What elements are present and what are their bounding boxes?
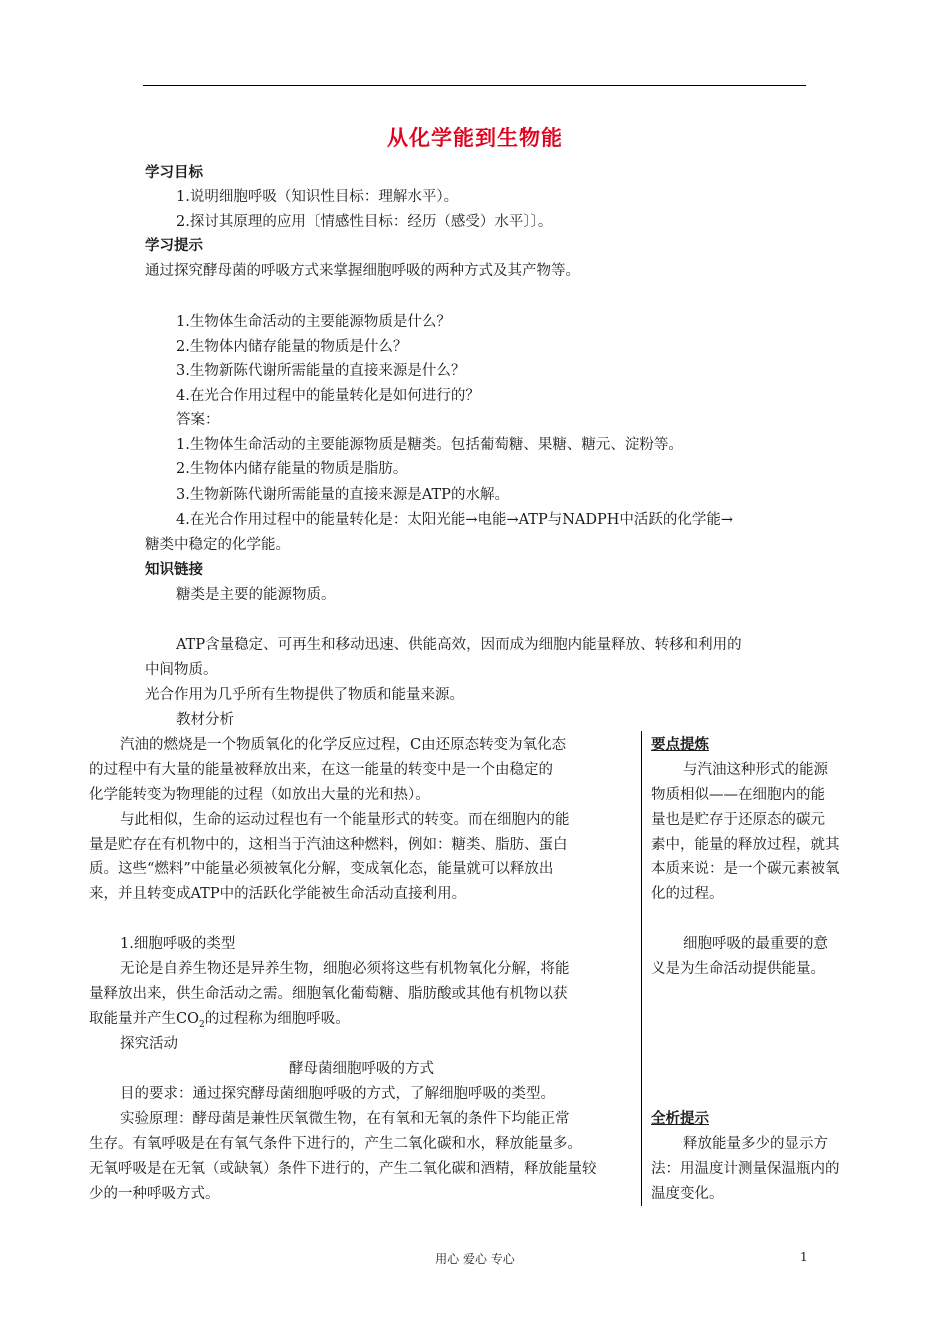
links-paragraph: 光合作用为几乎所有生物提供了物质和能量来源。: [145, 687, 464, 703]
analysis-line: 量是贮存在有机物中的，这相当于汽油这种燃料，例如：糖类、脂肪、蛋白: [89, 837, 568, 853]
answers-label: 答案：: [176, 412, 220, 428]
header-rule: [143, 85, 806, 86]
answer-item: 糖类中稳定的化学能。: [145, 537, 290, 553]
question-item: 4.在光合作用过程中的能量转化是如何进行的？: [176, 388, 480, 404]
links-paragraph: 中间物质。: [145, 662, 218, 678]
analysis-line-part: 取能量并产生CO: [89, 1011, 199, 1027]
subscript-2: 2: [198, 1019, 205, 1030]
side-note-line: 量也是贮存于还原态的碳元: [651, 812, 825, 828]
side-note-line: 义是为生命活动提供能量。: [651, 961, 825, 977]
side-heading-key-points: 要点提炼: [651, 737, 709, 753]
objective-item: 2.探讨其原理的应用〔情感性目标：经历（感受）水平〕〕。: [176, 214, 553, 230]
links-paragraph: ATP含量稳定、可再生和移动迅速、供能高效，因而成为细胞内能量释放、转移和利用的: [176, 637, 742, 653]
answer-item: 2.生物体内储存能量的物质是脂肪。: [176, 461, 408, 477]
analysis-line: 来，并且转变成ATP中的活跃化学能被生命活动直接利用。: [89, 886, 467, 902]
analysis-line-part: 的过程称为细胞呼吸。: [204, 1011, 350, 1027]
side-note-line: 细胞呼吸的最重要的意: [683, 936, 828, 952]
column-divider: [641, 731, 642, 1206]
side-note-line: 法：用温度计测量保温瓶内的: [651, 1161, 840, 1177]
answer-item: 4.在光合作用过程中的能量转化是：太阳光能→电能→ATP与NADPH中活跃的化学能→: [176, 512, 734, 528]
analysis-line: 目的要求：通过探究酵母菌细胞呼吸的方式，了解细胞呼吸的类型。: [120, 1086, 555, 1102]
footer-motto: 用心 爱心 专心: [435, 1252, 515, 1266]
analysis-line: 与此相似，生命的运动过程也有一个能量形式的转变。而在细胞内的能: [120, 812, 570, 828]
links-heading: 知识链接: [145, 562, 203, 578]
objective-item: 1.说明细胞呼吸（知识性目标：理解水平）。: [176, 189, 459, 205]
analysis-line: 汽油的燃烧是一个物质氧化的化学反应过程，C由还原态转变为氧化态: [120, 737, 567, 753]
side-note-line: 温度变化。: [651, 1186, 724, 1202]
activity-label: 探究活动: [120, 1036, 178, 1052]
tips-text: 通过探究酵母菌的呼吸方式来掌握细胞呼吸的两种方式及其产物等。: [145, 263, 580, 279]
side-note-line: 化的过程。: [651, 886, 724, 902]
question-item: 1.生物体生命活动的主要能源物质是什么？: [176, 314, 451, 330]
analysis-label: 教材分析: [176, 712, 234, 728]
question-item: 3.生物新陈代谢所需能量的直接来源是什么？: [176, 363, 466, 379]
analysis-line: 量释放出来，供生命活动之需。细胞氧化葡萄糖、脂肪酸或其他有机物以获: [89, 986, 568, 1002]
analysis-line: 的过程中有大量的能量被释放出来，在这一能量的转变中是一个由稳定的: [89, 762, 553, 778]
side-heading-analysis-tips: 全析提示: [651, 1111, 709, 1127]
analysis-line: 无氧呼吸是在无氧（或缺氧）条件下进行的，产生二氧化碳和酒精，释放能量较: [89, 1161, 597, 1177]
analysis-line: 少的一种呼吸方式。: [89, 1186, 220, 1202]
side-note-line: 本质来说：是一个碳元素被氧: [651, 861, 840, 877]
side-note-line: 释放能量多少的显示方: [683, 1136, 828, 1152]
links-paragraph: 糖类是主要的能源物质。: [176, 587, 336, 603]
analysis-line: 化学能转变为物理能的过程（如放出大量的光和热）。: [89, 787, 430, 803]
answer-item: 3.生物新陈代谢所需能量的直接来源是ATP的水解。: [176, 487, 509, 503]
answer-item: 1.生物体生命活动的主要能源物质是糖类。包括葡萄糖、果糖、糖元、淀粉等。: [176, 437, 683, 453]
activity-title: 酵母菌细胞呼吸的方式: [289, 1061, 434, 1077]
tips-heading: 学习提示: [145, 238, 203, 254]
analysis-line: 1.细胞呼吸的类型: [120, 936, 236, 952]
analysis-line: 实验原理：酵母菌是兼性厌氧微生物，在有氧和无氧的条件下均能正常: [120, 1111, 570, 1127]
analysis-line: 质。这些“燃料”中能量必须被氧化分解，变成氧化态，能量就可以释放出: [89, 861, 554, 877]
question-item: 2.生物体内储存能量的物质是什么？: [176, 339, 408, 355]
side-note-line: 与汽油这种形式的能源: [683, 762, 828, 778]
objectives-heading: 学习目标: [145, 165, 203, 181]
side-note-line: 物质相似——在细胞内的能: [651, 787, 825, 803]
analysis-line: 无论是自养生物还是异养生物，细胞必须将这些有机物氧化分解，将能: [120, 961, 570, 977]
page-title: 从化学能到生物能: [387, 126, 563, 150]
analysis-line: 生存。有氧呼吸是在有氧气条件下进行的，产生二氧化碳和水，释放能量多。: [89, 1136, 582, 1152]
side-note-line: 素中，能量的释放过程，就其: [651, 837, 840, 853]
page-number: 1: [800, 1250, 808, 1264]
